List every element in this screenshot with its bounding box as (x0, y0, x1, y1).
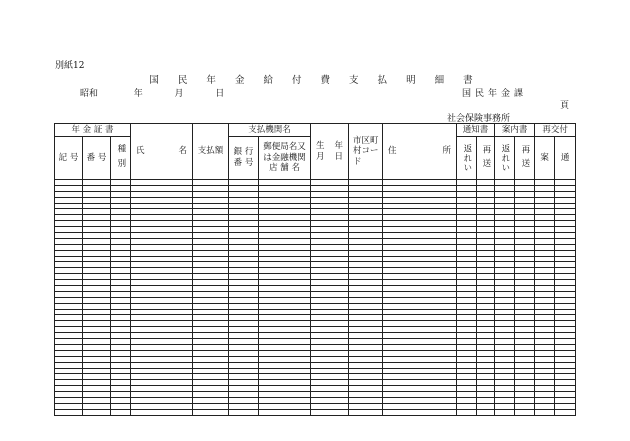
table-cell (457, 409, 477, 415)
guide-resend-header: 再送 (515, 137, 535, 180)
city-code-header: 市区町 村コー ド (349, 124, 383, 180)
form-number: 別紙12 (55, 61, 85, 71)
year-label: 年 (133, 89, 143, 99)
office-label: 社会保険事務所 (447, 114, 511, 124)
department-label: 国民年金課 (462, 89, 528, 99)
table-cell (131, 409, 193, 415)
notice-resend-header: 再送 (477, 137, 495, 180)
page-label: 頁 (560, 101, 570, 111)
table-row (55, 409, 576, 415)
table-cell (111, 409, 131, 415)
notice-header: 通知書 (457, 124, 495, 137)
address-header: 住 所 (383, 124, 457, 180)
day-label: 日 (215, 89, 225, 99)
name-header: 氏 名 (131, 124, 193, 180)
table-cell (349, 409, 383, 415)
reissue-guide-header: 案 (535, 137, 555, 180)
reissue-through-header: 通 (555, 137, 576, 180)
table-cell (495, 409, 515, 415)
guide-header: 案内書 (495, 124, 535, 137)
table-cell (193, 409, 229, 415)
reissue-header: 再交付 (535, 124, 576, 137)
table-cell (555, 409, 576, 415)
document-title: 国 民 年 金 給 付 費 支 払 明 細 書 (149, 75, 481, 86)
number-header: 番 号 (83, 137, 111, 180)
table-cell (311, 409, 349, 415)
amount-header: 支払額 (193, 124, 229, 180)
table-cell (477, 409, 495, 415)
data-rows (55, 180, 576, 416)
notice-returned-header: 返れい (457, 137, 477, 180)
era-label: 昭和 (80, 89, 99, 99)
guide-returned-header: 返れい (495, 137, 515, 180)
table-cell (83, 409, 111, 415)
date-line (80, 86, 224, 99)
table-cell (383, 409, 457, 415)
table-cell (515, 409, 535, 415)
table-cell (229, 409, 259, 415)
certificate-header: 年 金 証 書 (55, 124, 131, 137)
table-cell (55, 409, 83, 415)
birth-date-header: 生 月 年 日 (311, 124, 349, 180)
bank-number-header: 銀 行 番 号 (229, 137, 259, 180)
table-cell (259, 409, 311, 415)
institution-header: 支払機関名 (229, 124, 311, 137)
kind-header: 種別 (111, 137, 131, 180)
symbol-header: 記 号 (55, 137, 83, 180)
payment-detail-table (54, 123, 576, 416)
month-label: 月 (174, 89, 184, 99)
bank-name-header: 郵便局名又 は金融機関 店 舗 名 (259, 137, 311, 180)
table-cell (535, 409, 555, 415)
